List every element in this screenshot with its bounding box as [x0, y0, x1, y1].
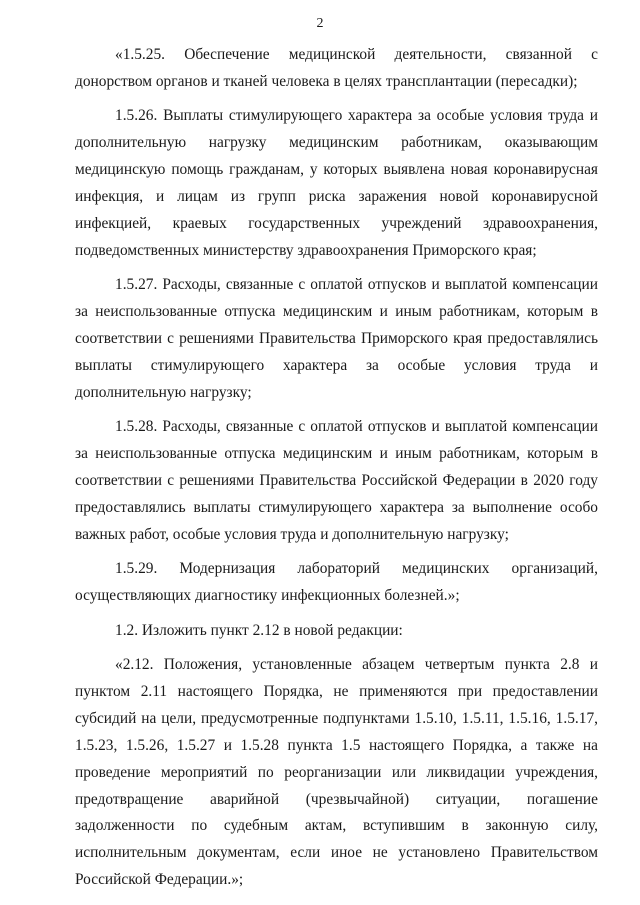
paragraph-1-5-29: 1.5.29. Модернизация лабораторий медицинских организаций, осуществляющих диагностику инфекционных болезней.»; — [75, 560, 598, 605]
document-body — [75, 42, 598, 894]
paragraph-1-5-28: 1.5.28. Расходы, связанные с оплатой отпусков и выплатой компенсации за неиспользованные отпуска медицинским и иным работникам, которым в соответствии с решениями Правительства Российской Федерации в 2020 году предоставлялись выплаты стимулирующего характера за выполнение особо важных работ, особые условия труда и дополнительную нагрузку; — [75, 418, 598, 543]
page-number: 2 — [316, 16, 324, 31]
paragraph-2-12: «2.12. Положения, установленные абзацем четвертым пункта 2.8 и пунктом 2.11 настоящего Порядка, не применяются при предоставлении субсидий на цели, предусмотренные подпунктами 1.5.10, 1.5.11, 1.5.16, 1.5.17, 1.5.23, 1.5.26, 1.5.27 и 1.5.28 пункта 1.5 настоящего Порядка, а также на проведение мероприятий по реорганизации или ликвидации учреждения, предотвращение аварийной (чрезвычайной) ситуации, погашение задолженности по судебным актам, вступившим в законную силу, исполнительным документам, если иное не установлено Правительством Российской Федерации.»; — [75, 656, 598, 889]
paragraph-1-5-27: 1.5.27. Расходы, связанные с оплатой отпусков и выплатой компенсации за неиспользованные отпуска медицинским и иным работникам, которым в соответствии с решениями Правительства Приморского края предоставлялись выплаты стимулирующего характера за особые условия труда и дополнительную нагрузку; — [75, 276, 598, 401]
paragraph-1-5-26: 1.5.26. Выплаты стимулирующего характера за особые условия труда и дополнительную нагрузку медицинским работникам, оказывающим медицинскую помощь гражданам, у которых выявлена новая коронавирусная инфекция, и лицам из групп риска заражения новой коронавирусной инфекцией, краевых государственных учреждений здравоохранения, подведомственных министерству здравоохранения Приморского края; — [75, 107, 598, 259]
paragraph-1-2: 1.2. Изложить пункт 2.12 в новой редакции: — [115, 621, 403, 639]
paragraph-1-5-25: «1.5.25. Обеспечение медицинской деятельности, связанной с донорством органов и тканей человека в целях трансплантации (пересадки); — [75, 46, 598, 90]
